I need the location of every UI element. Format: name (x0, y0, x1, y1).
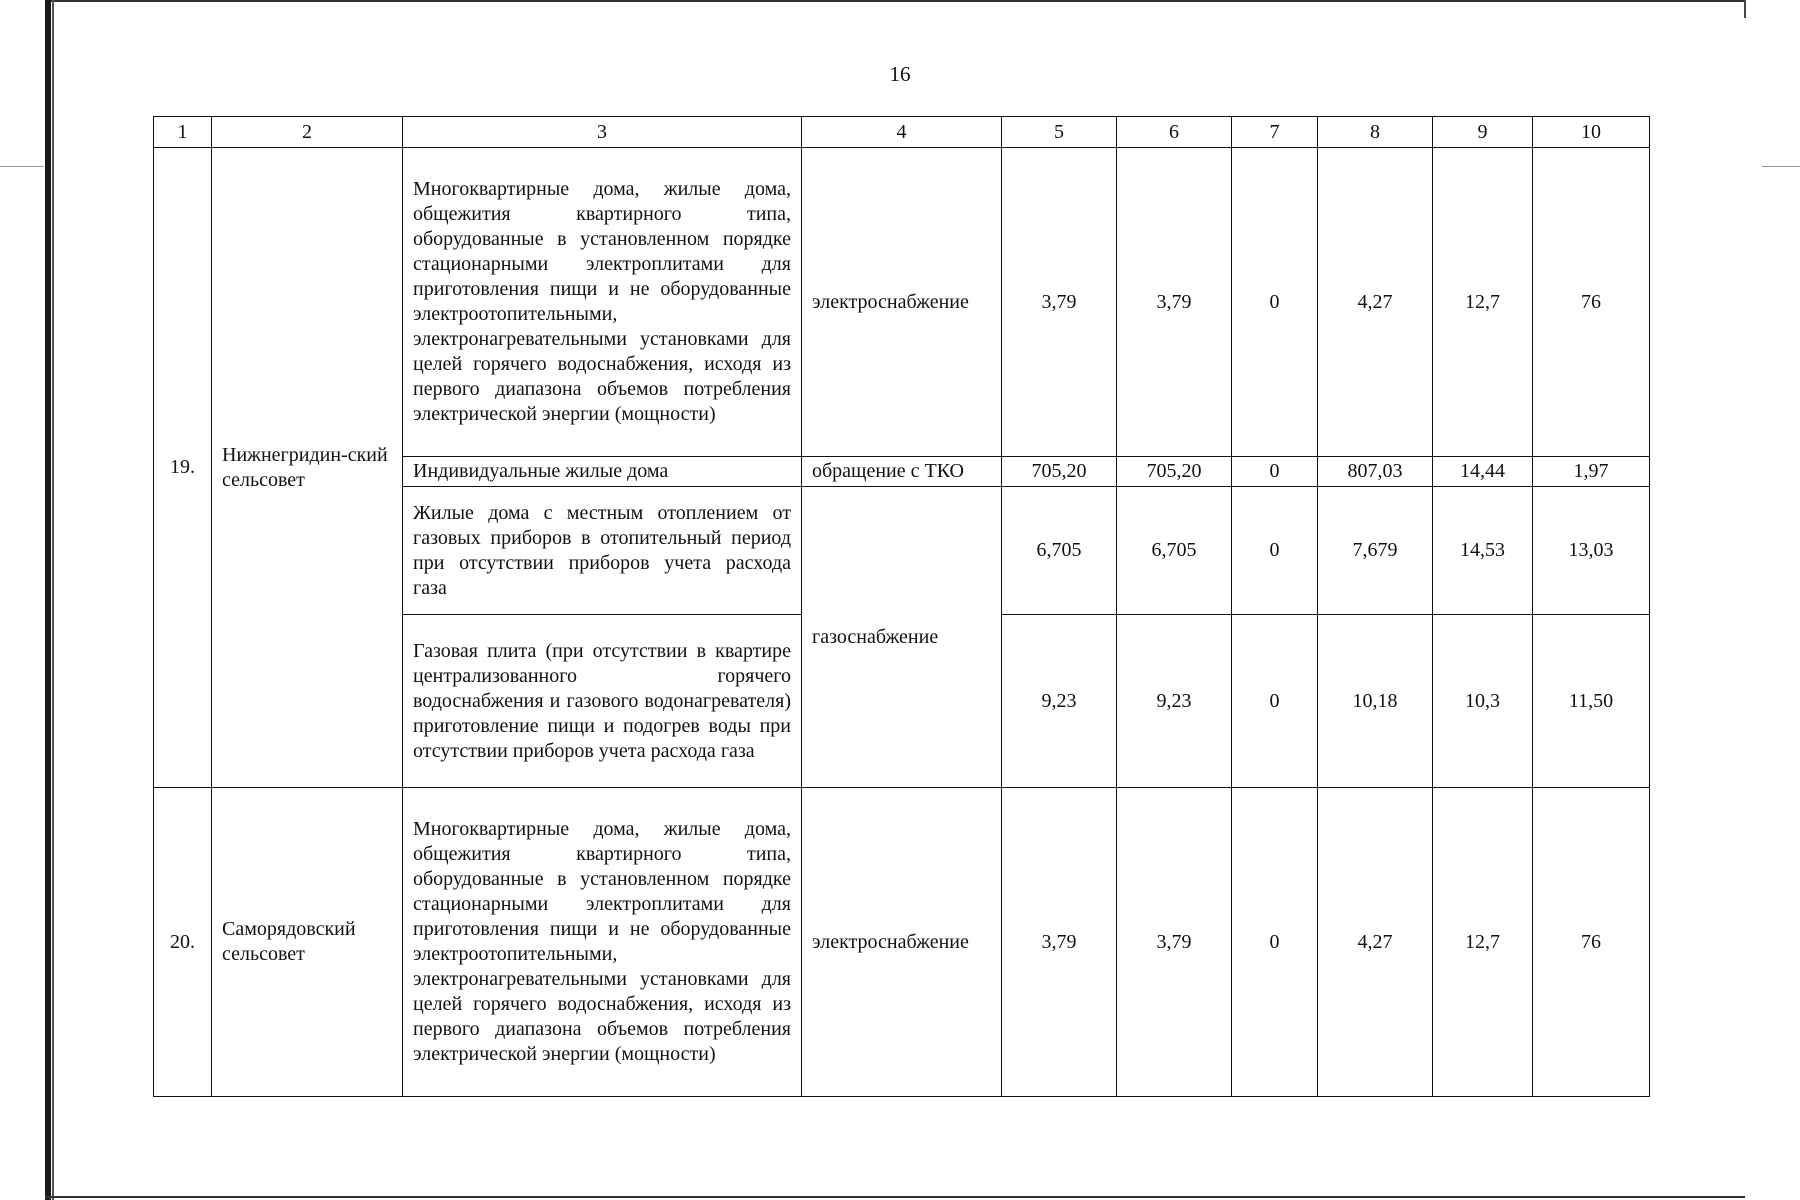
value-cell: 9,23 (1117, 615, 1232, 788)
utility-cell: обращение с ТКО (802, 457, 1002, 487)
value-cell: 3,79 (1117, 788, 1232, 1097)
value-cell: 76 (1533, 788, 1650, 1097)
value-cell: 3,79 (1002, 788, 1117, 1097)
value-cell: 7,679 (1318, 487, 1433, 615)
header-cell: 2 (212, 117, 403, 148)
description-cell: Многоквартирные дома, жилые дома, общежития квартирного типа, оборудованные в установленном порядке стационарными электроплитами для приготовления пищи и не оборудованные электроотопительными, электронагревательными установками для целей горячего водоснабжения, исходя из первого диапазона объемов потребления электрической энергии (мощности) (403, 148, 802, 457)
value-cell: 4,27 (1318, 788, 1433, 1097)
value-cell: 10,3 (1433, 615, 1533, 788)
settlement-name: Нижнегридин-ский сельсовет (212, 148, 403, 788)
value-cell: 12,7 (1433, 788, 1533, 1097)
value-cell: 0 (1232, 615, 1318, 788)
value-cell: 705,20 (1117, 457, 1232, 487)
description-cell: Газовая плита (при отсутствии в квартире централизованного горячего водоснабжения и газового водонагревателя) приготовление пищи и подогрев воды при отсутствии приборов учета расхода газа (403, 615, 802, 788)
header-cell: 5 (1002, 117, 1117, 148)
value-cell: 705,20 (1002, 457, 1117, 487)
value-cell: 807,03 (1318, 457, 1433, 487)
scan-edge-top (45, 0, 1745, 2)
scan-edge-bottom (45, 1196, 1745, 1198)
row-number: 19. (154, 148, 212, 788)
scan-edge-right (1744, 0, 1746, 18)
value-cell: 4,27 (1318, 148, 1433, 457)
header-cell: 9 (1433, 117, 1533, 148)
value-cell: 0 (1232, 487, 1318, 615)
scan-edge-left-shadow (52, 0, 54, 1200)
value-cell: 10,18 (1318, 615, 1433, 788)
scan-edge-left (45, 0, 51, 1200)
header-row (154, 117, 1650, 148)
punch-mark-left (0, 166, 44, 167)
description-cell: Многоквартирные дома, жилые дома, общежития квартирного типа, оборудованные в установленном порядке стационарными электроплитами для приготовления пищи и не оборудованные электроотопительными, электронагревательными установками для целей горячего водоснабжения, исходя из первого диапазона объемов потребления электрической энергии (мощности) (403, 788, 802, 1097)
utility-cell: электроснабжение (802, 788, 1002, 1097)
value-cell: 76 (1533, 148, 1650, 457)
value-cell: 3,79 (1117, 148, 1232, 457)
punch-mark-right (1762, 166, 1800, 167)
value-cell: 3,79 (1002, 148, 1117, 457)
value-cell: 0 (1232, 457, 1318, 487)
header-cell: 6 (1117, 117, 1232, 148)
value-cell: 11,50 (1533, 615, 1650, 788)
row-number: 20. (154, 788, 212, 1097)
value-cell: 6,705 (1002, 487, 1117, 615)
header-cell: 4 (802, 117, 1002, 148)
header-cell: 10 (1533, 117, 1650, 148)
table-row (154, 148, 1650, 457)
utility-cell: газоснабжение (802, 487, 1002, 788)
value-cell: 14,44 (1433, 457, 1533, 487)
description-cell: Индивидуальные жилые дома (403, 457, 802, 487)
header-cell: 1 (154, 117, 212, 148)
table-row (154, 788, 1650, 1097)
settlement-name: Саморядовский сельсовет (212, 788, 403, 1097)
value-cell: 9,23 (1002, 615, 1117, 788)
value-cell: 0 (1232, 148, 1318, 457)
value-cell: 1,97 (1533, 457, 1650, 487)
description-cell: Жилые дома с местным отоплением от газовых приборов в отопительный период при отсутствии приборов учета расхода газа (403, 487, 802, 615)
header-cell: 7 (1232, 117, 1318, 148)
value-cell: 13,03 (1533, 487, 1650, 615)
header-cell: 8 (1318, 117, 1433, 148)
value-cell: 12,7 (1433, 148, 1533, 457)
page-number: 16 (889, 62, 911, 86)
data-table (153, 116, 1650, 1097)
value-cell: 0 (1232, 788, 1318, 1097)
header-cell: 3 (403, 117, 802, 148)
utility-cell: электроснабжение (802, 148, 1002, 457)
value-cell: 6,705 (1117, 487, 1232, 615)
value-cell: 14,53 (1433, 487, 1533, 615)
